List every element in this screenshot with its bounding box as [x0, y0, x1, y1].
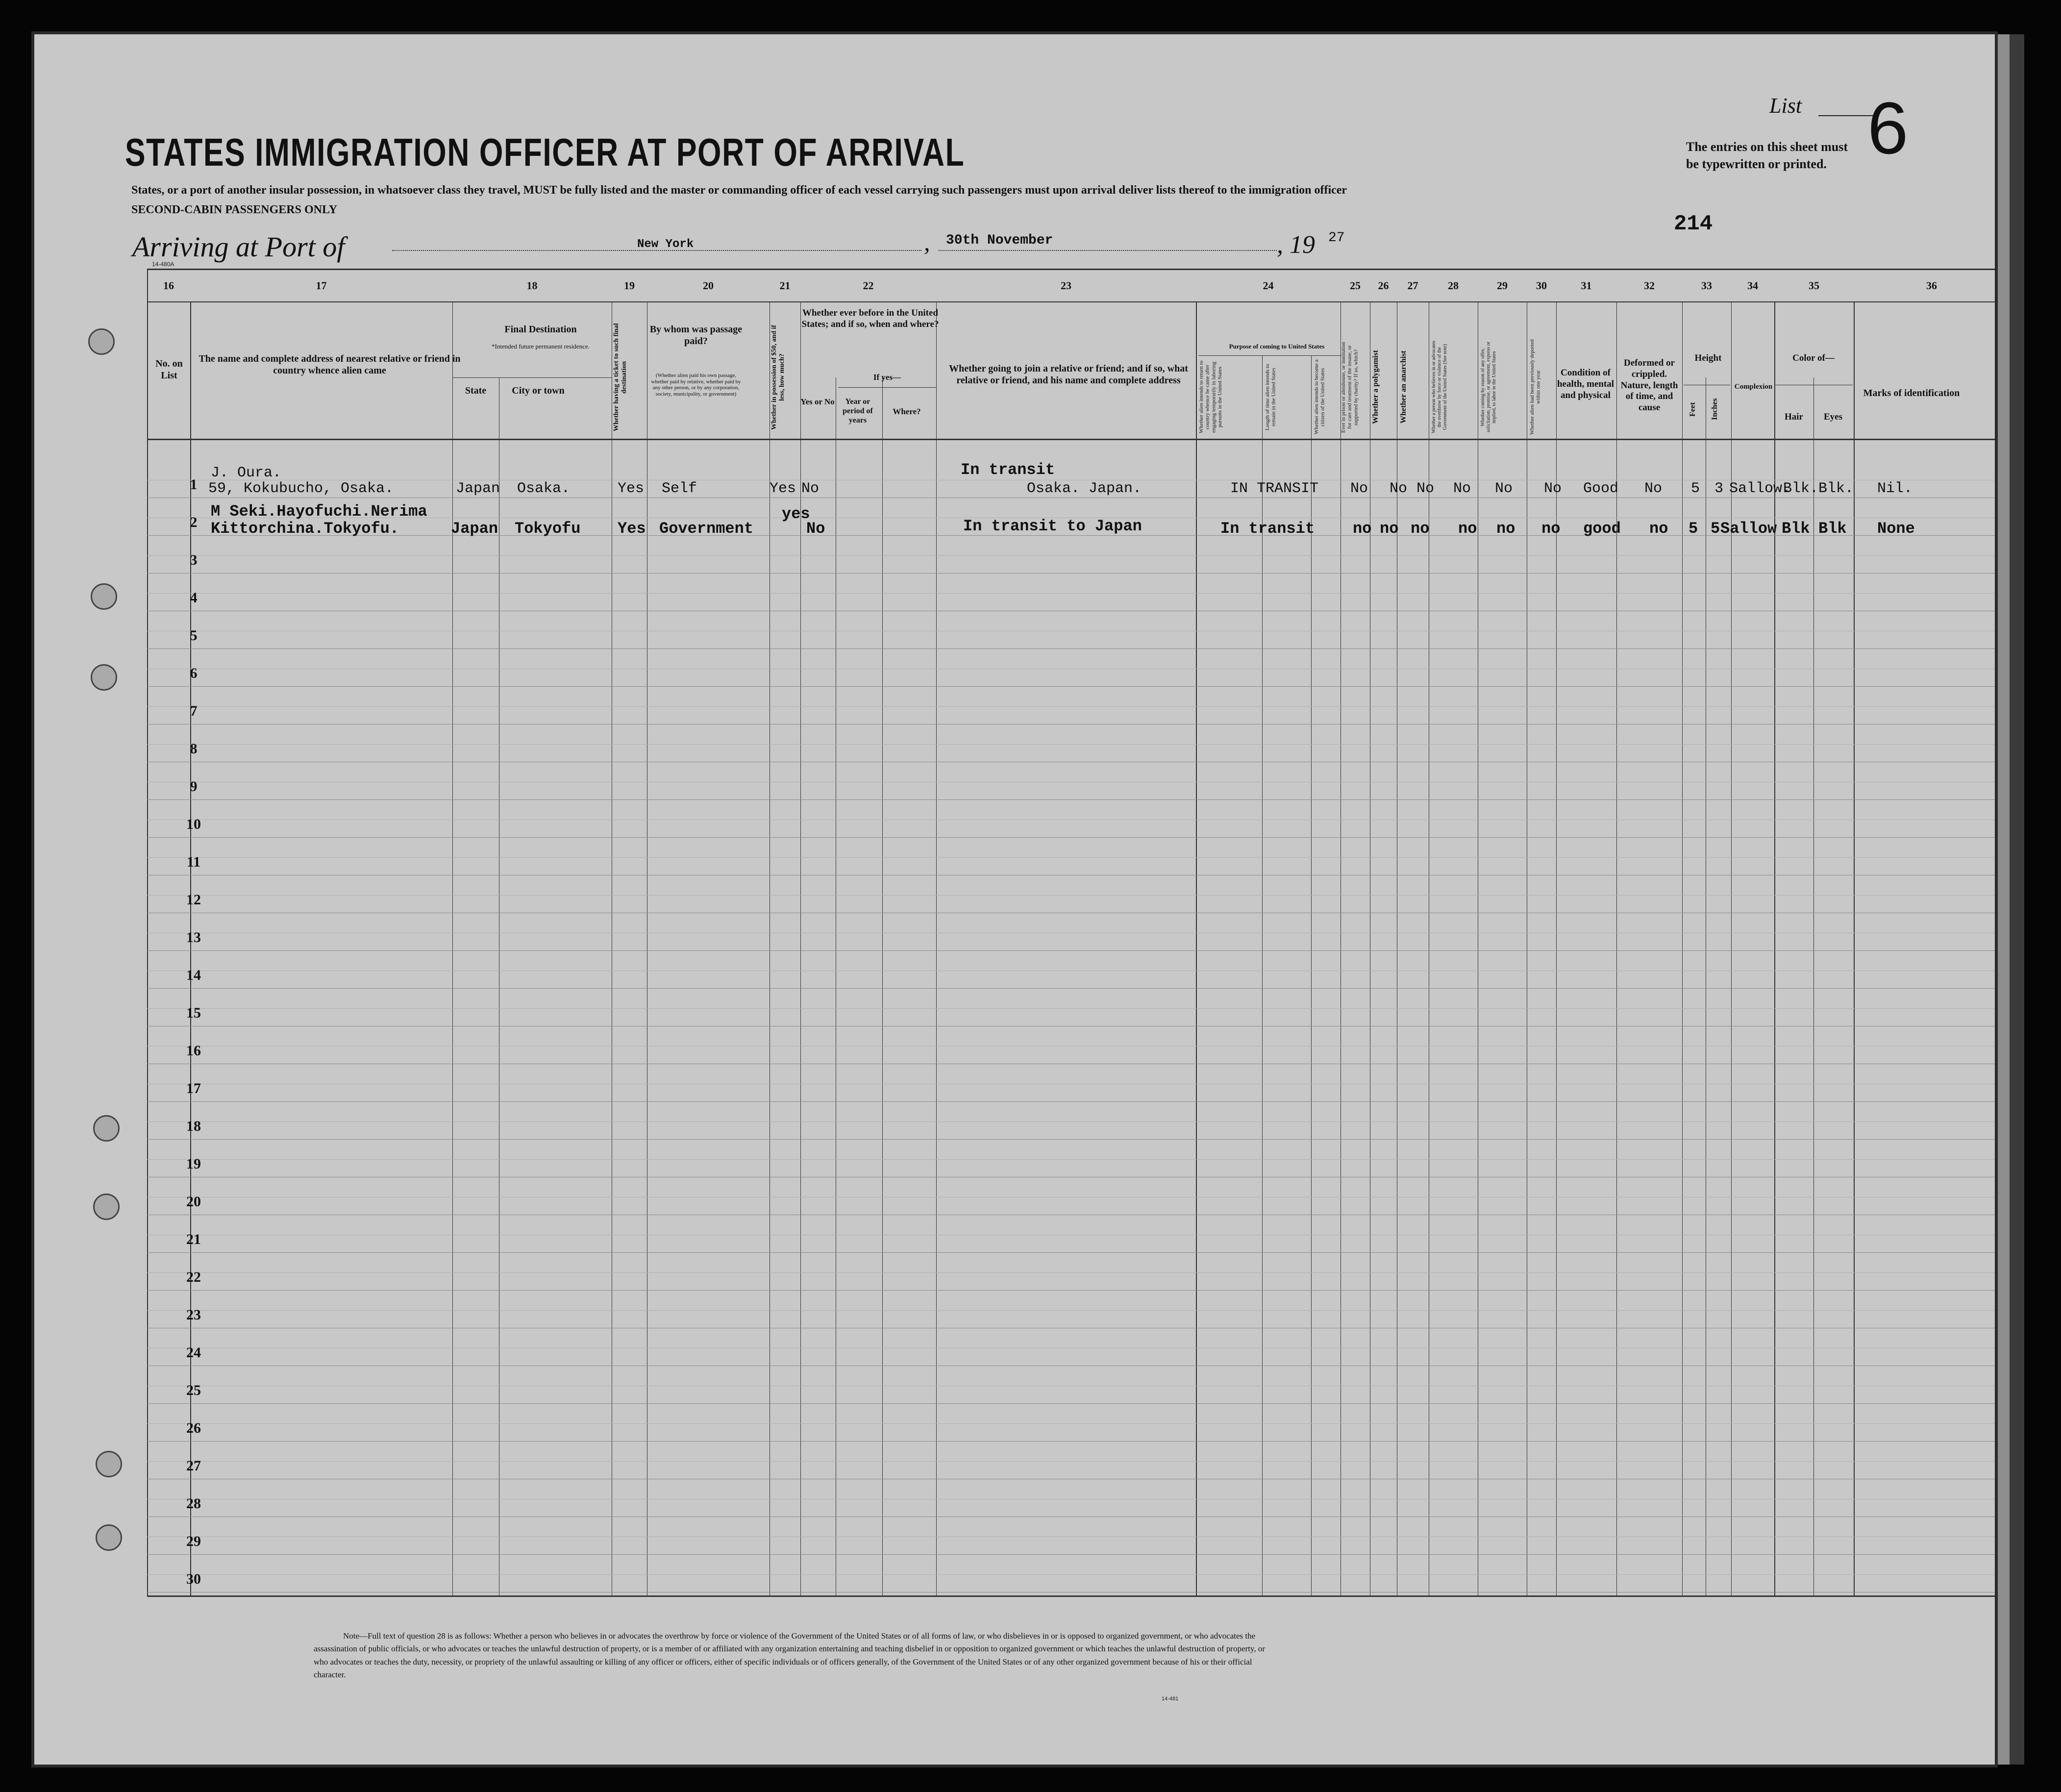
row-subline: [147, 857, 1995, 858]
subrule-18: [452, 377, 612, 378]
colhead-31: Condition of health, mental and physical: [1557, 368, 1614, 400]
subrule-24: [1198, 355, 1341, 356]
row2-paid-by: Government: [659, 520, 754, 538]
row-number: 17: [186, 1080, 201, 1096]
year-suffix: 27: [1328, 230, 1345, 246]
row-subline: [147, 593, 1995, 594]
colhead-24-length: Length of time alien intends to remain in the United States: [1265, 364, 1277, 430]
row-number: 19: [186, 1156, 201, 1172]
colhead-26: Whether a polygamist: [1371, 350, 1380, 424]
row2-relative-line2: Kittorchina.Tokyofu.: [211, 520, 399, 538]
page-number: 214: [1674, 212, 1713, 236]
row1-offer: No: [1495, 480, 1513, 497]
binder-hole: [96, 1451, 122, 1477]
row-line: [147, 837, 1995, 838]
column-number: 30: [1536, 279, 1547, 292]
row-number: 5: [190, 627, 198, 644]
row-number: 6: [190, 665, 198, 681]
row-number: 2: [190, 514, 198, 530]
row2-complexion: Sallow: [1720, 520, 1777, 538]
row-subline: [147, 555, 1995, 556]
row-line: [147, 1554, 1995, 1555]
row2-anarchist: no: [1411, 520, 1430, 538]
row1-ticket: Yes: [618, 480, 645, 497]
row-number: 20: [186, 1194, 201, 1210]
row1-city: Osaka.: [517, 480, 571, 497]
column-number: 24: [1263, 279, 1274, 292]
row1-deformed: No: [1644, 480, 1663, 497]
column-line: [1813, 377, 1814, 1595]
colhead-18-state: State: [465, 385, 487, 396]
row1-relative-line1: J. Oura.: [211, 465, 282, 481]
row1-health: Good: [1583, 480, 1619, 497]
column-number: 23: [1061, 279, 1071, 292]
form-code-bottom: 14-481: [1162, 1696, 1179, 1702]
colhead-36: Marks of identification: [1863, 388, 1960, 398]
column-line: [190, 301, 191, 1595]
row2-eyes: Blk: [1818, 520, 1847, 538]
row-number: 25: [186, 1382, 201, 1398]
row2-offer: no: [1496, 520, 1515, 538]
row-subline: [147, 1159, 1995, 1160]
column-number: 28: [1448, 279, 1459, 292]
form-subtitle: States, or a port of another insular possession, in whatsoever class they travel, MUST be fully listed and the master or commanding officer of each vessel carrying such passengers must upon arrival deliver lists thereof to the immigration officer: [131, 184, 1347, 197]
colhead-35-hair: Hair: [1785, 412, 1803, 422]
row1-join-line1: In transit: [961, 461, 1055, 479]
column-number: 36: [1926, 279, 1937, 292]
column-number: 33: [1701, 279, 1712, 292]
row-number: 27: [186, 1458, 201, 1474]
row2-prison: no: [1353, 520, 1372, 538]
column-line: [1196, 301, 1197, 1595]
row-line: [147, 1403, 1995, 1404]
row1-complexion: Sallow.: [1729, 480, 1791, 497]
row-number: 15: [186, 1005, 201, 1021]
colhead-22-ifyes: If yes—: [873, 373, 901, 382]
colhead-28: Whether a person who believes in or advocates the overthrow by force or violence of the Government of the United States (See note): [1431, 341, 1448, 434]
colhead-33-inches: Inches: [1711, 398, 1719, 421]
row2-deformed: no: [1649, 520, 1668, 538]
arriving-label: Arriving at Port of: [132, 231, 345, 263]
colhead-32: Deformed or crippled. Nature, length of time, and cause: [1620, 358, 1678, 413]
row1-fifty: Yes: [770, 480, 796, 497]
row1-join-line2: Osaka. Japan.: [1027, 480, 1142, 497]
row1-polygamist: No: [1390, 480, 1408, 497]
column-line: [1854, 301, 1855, 1595]
column-line: [1262, 355, 1263, 1595]
colhead-22: Whether ever before in the United States; and if so, when and where?: [801, 308, 939, 329]
row-subline: [147, 1574, 1995, 1575]
colhead-20-note: (Whether alien paid his own passage, whether paid by relative, whether paid by any other person, or by any corporation, society, municipality, or government): [651, 373, 741, 397]
typewritten-note-1: The entries on this sheet must: [1686, 140, 1848, 154]
row-subline: [147, 1008, 1995, 1009]
colhead-33: Height: [1694, 353, 1722, 363]
colhead-16: No. on List: [155, 358, 183, 381]
row-number: 26: [186, 1420, 201, 1436]
colhead-34: Complexion: [1734, 383, 1773, 391]
column-line: [452, 301, 453, 1595]
column-number: 19: [624, 279, 635, 292]
row-number: 16: [186, 1043, 201, 1059]
row-line: [147, 686, 1995, 687]
row-line: [147, 1139, 1995, 1140]
column-number: 18: [526, 279, 538, 292]
row2-polygamist: no: [1380, 520, 1399, 538]
colhead-33-feet: Feet: [1689, 402, 1697, 417]
row-number: 23: [186, 1307, 201, 1323]
column-line: [882, 377, 883, 1595]
column-number: 17: [316, 279, 327, 292]
column-number: 35: [1809, 279, 1819, 292]
row1-state: Japan: [456, 480, 500, 497]
row-line: [147, 950, 1995, 951]
colhead-18: Final Destination: [504, 324, 577, 335]
binder-hole: [96, 1524, 122, 1551]
form-code-top: 14-480A: [152, 261, 174, 268]
colhead-25: Ever in prison or almshouse, or institution for care and treatment of the insane, or supported by charity? If so, which?: [1341, 342, 1359, 433]
row2-before: No: [806, 520, 825, 538]
row-subline: [147, 706, 1995, 707]
row1-prison: No: [1350, 480, 1368, 497]
footer-note: Note—Full text of question 28 is as follows: Whether a person who believes in or advocates the overthrow by force or violence of the Government of the United States or of all forms of law, or who disbelieves in or is opposed to organized government, or who advocates the assassination of public officials, or who advocates or teaches the unlawful destruction of property, or is a member of or affiliated with any organization entertaining and teaching disbelief in or opposition to organized government or which teaches the unlawful destruction of property, or who advocates or teaches the duty, necessity, or propriety of the unlawful assaulting or killing of any officer or officers, either of specific individuals or of officers generally, of the Government of the United States or of any other organized government because of his or their official character.: [314, 1631, 1266, 1680]
table-top-rule: [147, 269, 1995, 270]
year-prefix: , 19: [1277, 231, 1315, 259]
colhead-20: By whom was passage paid?: [649, 324, 743, 347]
column-line: [800, 301, 801, 1595]
column-number: 34: [1747, 279, 1758, 292]
column-line: [1682, 301, 1683, 1595]
row1-overthrow: No: [1453, 480, 1471, 497]
row-line: [147, 988, 1995, 989]
row-line: [147, 1290, 1995, 1291]
row-line: [147, 1101, 1995, 1102]
typewritten-note-2: be typewritten or printed.: [1686, 157, 1827, 171]
colhead-22-year: Year or period of years: [843, 398, 873, 425]
row2-deported: no: [1541, 520, 1561, 538]
column-number: 22: [863, 279, 874, 292]
comma: ,: [924, 228, 930, 256]
column-number: 26: [1378, 279, 1389, 292]
column-number: 20: [703, 279, 714, 292]
colhead-30: Whether alien had been previously deported within one year: [1529, 339, 1541, 435]
binder-hole: [91, 583, 117, 610]
colhead-35-eyes: Eyes: [1824, 412, 1842, 422]
row2-marks: None: [1877, 520, 1915, 538]
date-dotted-line: [939, 250, 1277, 251]
row2-ticket: Yes: [618, 520, 646, 538]
column-line: [1311, 355, 1312, 1595]
row-subline: [147, 1310, 1995, 1311]
row1-inches: 3: [1714, 480, 1724, 497]
row2-inches: 5: [1711, 520, 1720, 538]
column-number: 21: [779, 279, 791, 292]
row-line: [147, 1441, 1995, 1442]
row1-before: No: [801, 480, 819, 497]
row2-feet: 5: [1689, 520, 1698, 538]
colnum-rule: [147, 301, 1995, 302]
row1-marks: Nil.: [1877, 480, 1913, 497]
row-number: 3: [190, 552, 198, 568]
table-bottom-rule: [147, 1595, 1995, 1597]
row1-paid-by: Self: [662, 480, 697, 497]
row2-city: Tokyofu: [515, 520, 581, 538]
row-number: 24: [186, 1344, 201, 1361]
row-number: 21: [186, 1231, 201, 1247]
row-number: 14: [186, 967, 201, 983]
row1-hair: Blk.: [1783, 480, 1819, 497]
row-number: 8: [190, 741, 198, 757]
row-subline: [147, 1423, 1995, 1424]
row-line: [147, 648, 1995, 649]
column-number: 29: [1497, 279, 1508, 292]
colhead-27: Whether an anarchist: [1399, 350, 1408, 424]
colhead-22-yesno: Yes or No: [800, 397, 835, 406]
row-line: [147, 1252, 1995, 1253]
colhead-29: Whether coming by reason of any offer, solicitation, promise, or agreement, express or implied, to labor in the United States: [1480, 342, 1497, 433]
row-number: 22: [186, 1269, 201, 1285]
row-number: 11: [186, 854, 201, 870]
row-subline: [147, 1272, 1995, 1273]
colhead-19: Whether having a ticket to such final destination: [613, 323, 628, 432]
row-number: 28: [186, 1495, 201, 1512]
row-number: 9: [190, 778, 198, 795]
class-line: SECOND-CABIN PASSENGERS ONLY: [131, 203, 338, 216]
row-subline: [147, 895, 1995, 896]
binder-hole: [88, 328, 115, 355]
colhead-18-note: *Intended future permanent residence.: [492, 343, 590, 350]
date-value: 30th November: [946, 233, 1053, 248]
colhead-24-return: Whether alien intends to return to country whence he came after engaging temporarily in laboring pursuits in the United States: [1198, 360, 1223, 434]
row2-health: good: [1583, 520, 1621, 538]
row-number: 30: [186, 1571, 201, 1587]
row2-state: Japan: [451, 520, 498, 538]
row1-deported: No: [1544, 480, 1562, 497]
header-bottom-rule: [147, 439, 1995, 440]
row-number: 12: [186, 892, 201, 908]
subrule-22: [838, 387, 936, 388]
row1-relative-line2: 59, Kokubucho, Osaka.: [208, 480, 394, 497]
colhead-17: The name and complete address of nearest relative or friend in country whence alien came: [199, 353, 461, 376]
row1-purpose: IN TRANSIT: [1230, 480, 1319, 497]
form-title: STATES IMMIGRATION OFFICER AT PORT OF ARRIVAL: [125, 130, 965, 174]
colhead-24: Purpose of coming to United States: [1229, 343, 1325, 350]
row-subline: [147, 744, 1995, 745]
list-number: 6: [1867, 87, 1909, 169]
row-number: 10: [186, 816, 201, 832]
port-value: New York: [637, 238, 694, 251]
row1-feet: 5: [1691, 480, 1700, 497]
colhead-18-city: City or town: [512, 385, 565, 396]
column-number: 25: [1350, 279, 1361, 292]
colhead-35: Color of—: [1792, 353, 1835, 363]
colhead-23: Whether going to join a relative or friend; and if so, what relative or friend, and his name and complete address: [949, 363, 1188, 386]
colhead-22-where: Where?: [893, 407, 921, 416]
binder-hole: [93, 1194, 120, 1220]
row2-purpose: In transit: [1220, 520, 1315, 538]
row2-relative-line1: M Seki.Hayofuchi.Nerima: [211, 502, 427, 521]
row-line: [147, 799, 1995, 800]
row2-hair: Blk: [1782, 520, 1810, 538]
row2-join-line1: In transit to Japan: [963, 517, 1142, 535]
row-number: 13: [186, 929, 201, 946]
column-number: 32: [1644, 279, 1655, 292]
colhead-21: Whether in possession of $50, and if less, how much?: [770, 324, 786, 430]
column-line: [936, 301, 937, 1595]
row-subline: [147, 1121, 1995, 1122]
row-subline: [147, 1461, 1995, 1462]
row-number: 1: [190, 476, 198, 493]
column-number: 31: [1581, 279, 1592, 292]
row2-overthrow: no: [1458, 520, 1477, 538]
list-label: List: [1769, 94, 1802, 118]
column-number: 16: [163, 279, 174, 292]
column-number: 27: [1407, 279, 1418, 292]
row-number: 18: [186, 1118, 201, 1134]
row1-eyes: Blk.: [1818, 480, 1854, 497]
row-line: [147, 1592, 1995, 1593]
row1-anarchist: No: [1416, 480, 1435, 497]
row2-fifty: yes: [782, 505, 810, 523]
colhead-24-citizen: Whether alien intends to become a citizen of the United States: [1314, 359, 1326, 435]
row-number: 4: [190, 590, 198, 606]
binder-hole: [93, 1115, 120, 1142]
row-number: 29: [186, 1533, 201, 1549]
manifest-sheet: [34, 34, 1995, 1765]
row-number: 7: [190, 703, 198, 719]
binder-hole: [91, 664, 117, 691]
